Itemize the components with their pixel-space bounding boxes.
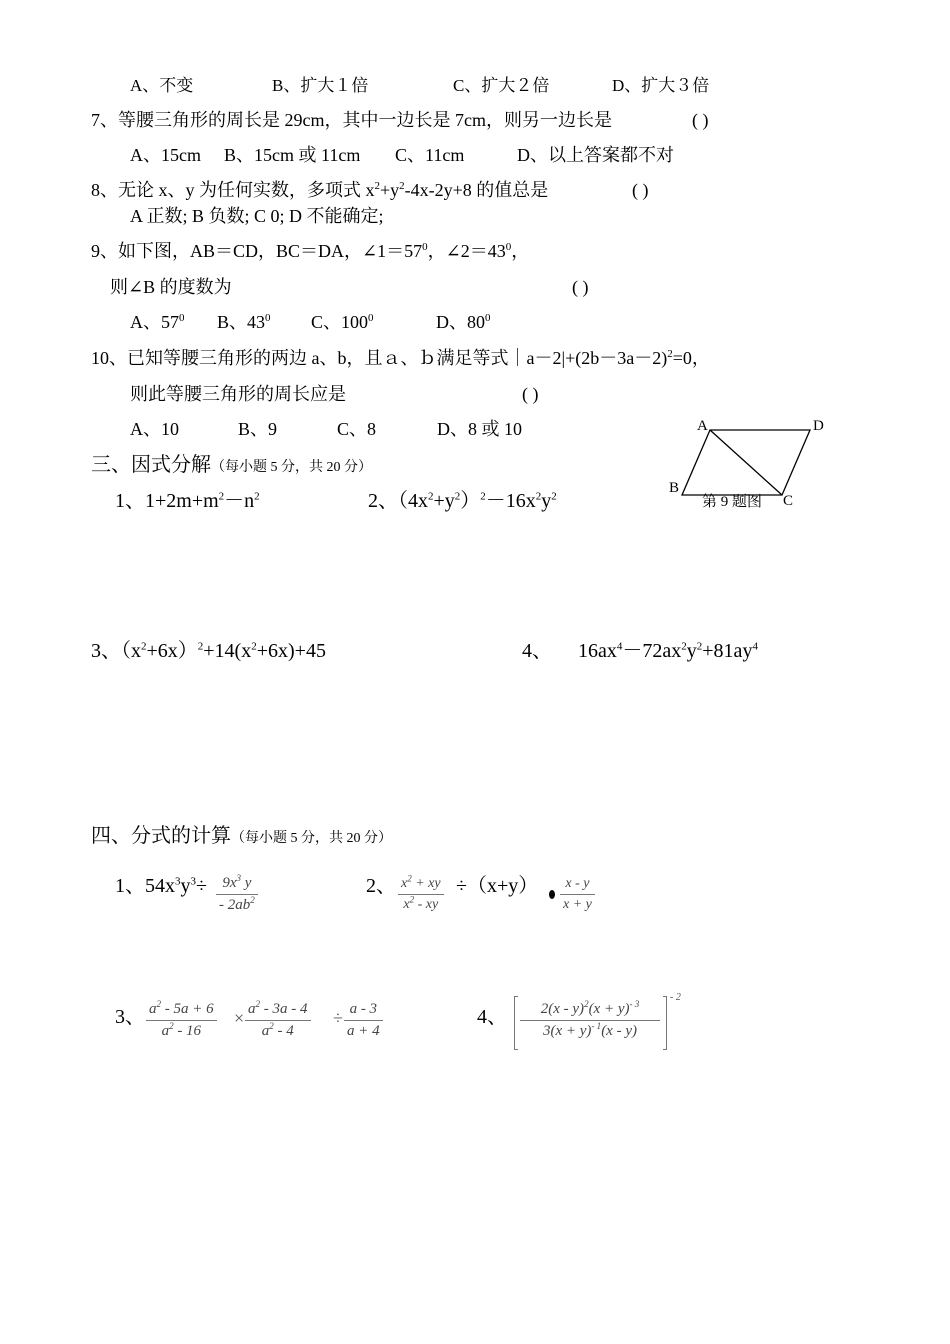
s4-p2-divide: ÷（x+y） (456, 875, 539, 897)
q7-option-c: C、11cm (395, 145, 465, 165)
q10-paren: ( ) (522, 384, 539, 404)
s3-problem-3: 3、$(x^2+6x)^2+14(x^2+6x)+45$ (91, 640, 326, 662)
s4-p3-fraction-1: $a^2 - 5a + 6$ $a^2 - 16$ (146, 1002, 217, 1039)
q8-stem: 8、无论 x、y 为任何实数，多项式 $x^2+y^2-4x-2y+8$ 的值总是 (91, 180, 549, 200)
q10-option-a: A、10 (130, 419, 179, 439)
s3-problem-4: $16ax^4-72ax^2y^2+81ay^4$ (578, 640, 758, 662)
q6-option-c: C、扩大２倍 (453, 76, 550, 95)
q10-line2: 则此等腰三角形的周长应是 (130, 384, 346, 404)
s3-problem-2: 2、$(4x^2+y^2)^2-16x^2y^2$ (368, 490, 557, 512)
q6-option-b: B、扩大１倍 (272, 76, 369, 95)
figure-label-a: A (697, 418, 708, 434)
section3-heading: 三、因式分解（每小题 5 分，共 20 分） (91, 454, 372, 476)
q9-option-a: A、$57^0$ (130, 312, 185, 332)
s4-p3-times: × (234, 1008, 245, 1028)
q7-option-b: B、15cm 或 11cm (224, 145, 361, 165)
s4-problem-3-number: 3、 (115, 1006, 145, 1028)
section4-heading: 四、分式的计算（每小题 5 分，共 20 分） (91, 825, 392, 847)
q6-option-a: A、不变 (130, 76, 194, 95)
multiply-dot-icon (549, 890, 555, 899)
q7-stem: 7、等腰三角形的周长是 29cm，其中一边长是 7cm，则另一边长是 (91, 110, 612, 130)
q9-option-b: B、$43^0$ (217, 312, 271, 332)
s4-p3-divide: ÷ (333, 1008, 343, 1028)
q9-option-c: C、$100^0$ (311, 312, 374, 332)
q6-option-d: D、扩大３倍 (612, 76, 710, 95)
s4-p4-fraction: $2(x - y)^2(x + y)^{- 3}$ $3(x + y)^{- 1}(x - y)$ (520, 1002, 660, 1039)
q8-paren: ( ) (632, 180, 649, 200)
s4-p4-outer-exponent: - 2 (670, 992, 681, 1003)
q7-paren: ( ) (692, 110, 709, 130)
s3-problem-4-number: 4、 (522, 640, 552, 662)
s4-p2-fraction-1: $x^2$ + xy $x^2$ - xy (398, 877, 444, 912)
s4-p2-fraction-2: x - y x + y (560, 877, 595, 912)
figure-label-c: C (783, 493, 794, 509)
s4-p1-fraction: $9x^3$ y - $2ab^2$ (216, 876, 258, 913)
q9-stem: 9、如下图，AB＝CD，BC＝DA，$\angle 1=57^0$，$\angle 2=43^0$， (91, 241, 530, 261)
q10-option-d: D、8 或 10 (437, 419, 522, 439)
q7-option-d: D、以上答案都不对 (517, 145, 674, 165)
q8-options: A 正数; B 负数; C 0; D 不能确定; (130, 206, 384, 226)
s4-p3-fraction-2: $a^2 - 3a - 4$ $a^2 - 4$ (245, 1002, 311, 1039)
s4-problem-4-number: 4、 (477, 1006, 507, 1028)
s3-problem-1: 1、$1+2m+m^2-n^2$ (115, 490, 260, 512)
q10-stem: 10、已知等腰三角形的两边 a、b，且ａ、ｂ满足等式$|a-2|+(2b-3a-2)^2=0$， (91, 348, 710, 368)
diagonal-ac (710, 430, 782, 495)
q9-paren: ( ) (572, 277, 589, 297)
q7-option-a: A、15cm (130, 145, 201, 165)
q10-option-c: C、8 (337, 419, 377, 439)
q10-option-b: B、9 (238, 419, 278, 439)
s4-problem-2-number: 2、 (366, 875, 396, 897)
s4-p3-fraction-3: a - 3 a + 4 (344, 1002, 383, 1039)
s4-problem-1: 1、$54x^3y^3\div$ (115, 875, 207, 897)
q9-option-d: D、$80^0$ (436, 312, 491, 332)
figure-caption: 第 9 题图 (702, 494, 763, 510)
figure-label-d: D (813, 418, 824, 434)
q9-line2: 则∠B 的度数为 (110, 277, 232, 297)
figure-label-b: B (669, 480, 680, 496)
